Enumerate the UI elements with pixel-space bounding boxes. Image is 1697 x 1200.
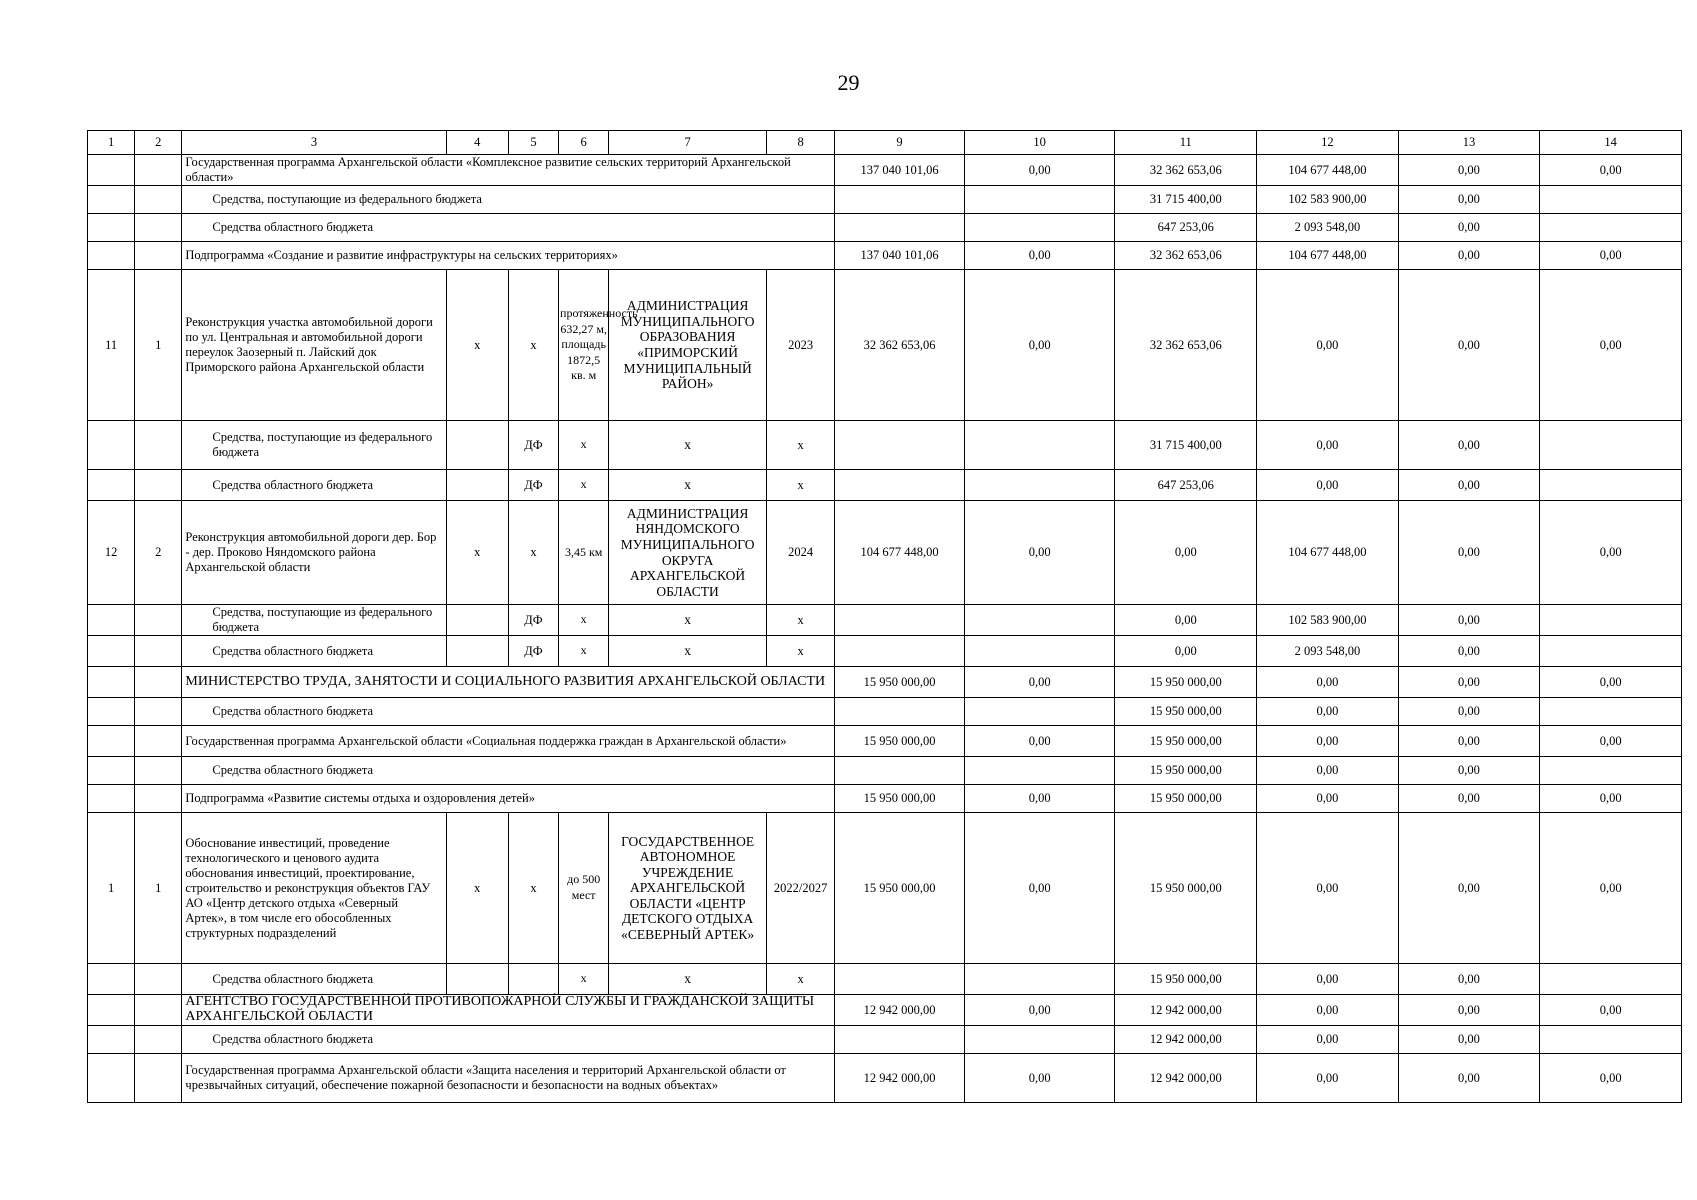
responsible-organization: АДМИНИСТРАЦИЯ НЯНДОМСКОГО МУНИЦИПАЛЬНОГО ОКРУГА АРХАНГЕЛЬСКОЙ ОБЛАСТИ — [609, 501, 767, 605]
header-cell-9: 9 — [835, 131, 965, 155]
value-col-14 — [1540, 698, 1682, 726]
item-number — [135, 214, 182, 242]
value-col-12: 0,00 — [1257, 470, 1399, 501]
responsible-organization: х — [609, 964, 767, 995]
value-col-12: 0,00 — [1257, 421, 1399, 470]
year: х — [766, 964, 834, 995]
header-cell-6: 6 — [559, 131, 609, 155]
row-number — [88, 964, 135, 995]
total-value: 12 942 000,00 — [835, 1054, 965, 1103]
value-col-11: 32 362 653,06 — [1115, 155, 1257, 186]
value-col-11: 0,00 — [1115, 501, 1257, 605]
capacity: протяженность 632,27 м, площадь 1872,5 кв. м — [559, 270, 609, 421]
header-cell-4: 4 — [446, 131, 508, 155]
value-col-11: 15 950 000,00 — [1115, 667, 1257, 698]
value-col-13: 0,00 — [1398, 186, 1540, 214]
total-value: 15 950 000,00 — [835, 667, 965, 698]
row-description: Подпрограмма «Развитие системы отдыха и оздоровления детей» — [182, 785, 835, 813]
row-number — [88, 155, 135, 186]
row-number: 11 — [88, 270, 135, 421]
col-5: ДФ — [508, 470, 558, 501]
year: х — [766, 605, 834, 636]
value-col-12: 2 093 548,00 — [1257, 636, 1399, 667]
value-col-12: 0,00 — [1257, 698, 1399, 726]
total-value: 15 950 000,00 — [835, 726, 965, 757]
table-row — [88, 605, 1682, 636]
col-4 — [446, 421, 508, 470]
value-col-12: 0,00 — [1257, 1054, 1399, 1103]
value-col-13: 0,00 — [1398, 421, 1540, 470]
responsible-organization: х — [609, 470, 767, 501]
value-col-14 — [1540, 470, 1682, 501]
value-col-11: 647 253,06 — [1115, 214, 1257, 242]
table-row — [88, 186, 1682, 214]
row-description: Средства областного бюджета — [182, 214, 835, 242]
total-value: 137 040 101,06 — [835, 155, 965, 186]
header-cell-13: 13 — [1398, 131, 1540, 155]
row-number — [88, 757, 135, 785]
item-number — [135, 186, 182, 214]
value-col-14 — [1540, 421, 1682, 470]
value-col-10 — [964, 186, 1115, 214]
value-col-13: 0,00 — [1398, 1026, 1540, 1054]
value-col-10: 0,00 — [964, 1054, 1115, 1103]
value-col-11: 15 950 000,00 — [1115, 698, 1257, 726]
header-cell-3: 3 — [182, 131, 446, 155]
total-value — [835, 186, 965, 214]
header-cell-11: 11 — [1115, 131, 1257, 155]
value-col-14: 0,00 — [1540, 155, 1682, 186]
item-number — [135, 1054, 182, 1103]
col-4 — [446, 470, 508, 501]
capacity: х — [559, 605, 609, 636]
col-5 — [508, 964, 558, 995]
table-row — [88, 698, 1682, 726]
value-col-12: 102 583 900,00 — [1257, 186, 1399, 214]
value-col-12: 0,00 — [1257, 757, 1399, 785]
value-col-12: 0,00 — [1257, 1026, 1399, 1054]
value-col-10 — [964, 636, 1115, 667]
item-number — [135, 726, 182, 757]
header-cell-7: 7 — [609, 131, 767, 155]
value-col-13: 0,00 — [1398, 242, 1540, 270]
value-col-13: 0,00 — [1398, 667, 1540, 698]
year: х — [766, 421, 834, 470]
col-5: ДФ — [508, 636, 558, 667]
value-col-14: 0,00 — [1540, 785, 1682, 813]
header-cell-10: 10 — [964, 131, 1115, 155]
value-col-12: 2 093 548,00 — [1257, 214, 1399, 242]
value-col-10: 0,00 — [964, 785, 1115, 813]
value-col-13: 0,00 — [1398, 1054, 1540, 1103]
value-col-12: 0,00 — [1257, 667, 1399, 698]
header-cell-8: 8 — [766, 131, 834, 155]
row-number — [88, 995, 135, 1026]
row-description: МИНИСТЕРСТВО ТРУДА, ЗАНЯТОСТИ И СОЦИАЛЬНОГО РАЗВИТИЯ АРХАНГЕЛЬСКОЙ ОБЛАСТИ — [182, 667, 835, 698]
value-col-13: 0,00 — [1398, 698, 1540, 726]
col-5: х — [508, 501, 558, 605]
col-5: ДФ — [508, 605, 558, 636]
table-row — [88, 270, 1682, 421]
value-col-13: 0,00 — [1398, 636, 1540, 667]
value-col-14: 0,00 — [1540, 995, 1682, 1026]
value-col-10: 0,00 — [964, 270, 1115, 421]
row-description: Реконструкция участка автомобильной дороги по ул. Центральная и автомобильной дороги переулок Заозерный п. Лайский док Приморского района Архангельской области — [182, 270, 446, 421]
row-description: Средства областного бюджета — [182, 757, 835, 785]
item-number — [135, 698, 182, 726]
row-description: Средства областного бюджета — [182, 964, 446, 995]
row-description: Обоснование инвестиций, проведение технологического и ценового аудита обоснования инвестиций, проектирование, строительство и реконструкция объектов ГАУ АО «Центр детского отдыха «Северный Артек», в том числе его обособленных структурных подразделений — [182, 813, 446, 964]
col-5: х — [508, 813, 558, 964]
row-description: Средства областного бюджета — [182, 698, 835, 726]
capacity: 3,45 км — [559, 501, 609, 605]
value-col-10: 0,00 — [964, 813, 1115, 964]
item-number — [135, 605, 182, 636]
value-col-14: 0,00 — [1540, 667, 1682, 698]
value-col-13: 0,00 — [1398, 155, 1540, 186]
value-col-14 — [1540, 964, 1682, 995]
value-col-14 — [1540, 757, 1682, 785]
row-description: Средства, поступающие из федерального бюджета — [182, 186, 835, 214]
table-row — [88, 636, 1682, 667]
value-col-14: 0,00 — [1540, 1054, 1682, 1103]
value-col-10 — [964, 470, 1115, 501]
year: 2024 — [766, 501, 834, 605]
page-number: 29 — [837, 70, 860, 95]
col-5: ДФ — [508, 421, 558, 470]
value-col-14: 0,00 — [1540, 270, 1682, 421]
year: х — [766, 470, 834, 501]
budget-table — [87, 130, 1682, 1103]
value-col-10: 0,00 — [964, 667, 1115, 698]
total-value — [835, 636, 965, 667]
value-col-11: 15 950 000,00 — [1115, 726, 1257, 757]
item-number — [135, 636, 182, 667]
table-row — [88, 470, 1682, 501]
value-col-12: 0,00 — [1257, 785, 1399, 813]
total-value: 15 950 000,00 — [835, 813, 965, 964]
value-col-10: 0,00 — [964, 501, 1115, 605]
value-col-10 — [964, 605, 1115, 636]
value-col-14: 0,00 — [1540, 813, 1682, 964]
value-col-11: 15 950 000,00 — [1115, 813, 1257, 964]
value-col-12: 0,00 — [1257, 726, 1399, 757]
table-row — [88, 421, 1682, 470]
value-col-13: 0,00 — [1398, 813, 1540, 964]
value-col-10 — [964, 698, 1115, 726]
row-number — [88, 214, 135, 242]
table-row — [88, 242, 1682, 270]
total-value — [835, 605, 965, 636]
item-number — [135, 421, 182, 470]
value-col-10 — [964, 964, 1115, 995]
value-col-11: 31 715 400,00 — [1115, 421, 1257, 470]
row-description: Средства областного бюджета — [182, 470, 446, 501]
row-description: Подпрограмма «Создание и развитие инфраструктуры на сельских территориях» — [182, 242, 835, 270]
value-col-10: 0,00 — [964, 242, 1115, 270]
row-description: Государственная программа Архангельской области «Комплексное развитие сельских территорий Архангельской области» — [182, 155, 835, 186]
row-number — [88, 605, 135, 636]
value-col-10 — [964, 421, 1115, 470]
value-col-13: 0,00 — [1398, 964, 1540, 995]
item-number: 1 — [135, 813, 182, 964]
value-col-10 — [964, 1026, 1115, 1054]
row-description: Государственная программа Архангельской области «Социальная поддержка граждан в Архангельской области» — [182, 726, 835, 757]
row-number — [88, 470, 135, 501]
table-row — [88, 964, 1682, 995]
responsible-organization: ГОСУДАРСТВЕННОЕ АВТОНОМНОЕ УЧРЕЖДЕНИЕ АРХАНГЕЛЬСКОЙ ОБЛАСТИ «ЦЕНТР ДЕТСКОГО ОТДЫХА «СЕВЕРНЫЙ АРТЕК» — [609, 813, 767, 964]
value-col-11: 15 950 000,00 — [1115, 757, 1257, 785]
value-col-12: 102 583 900,00 — [1257, 605, 1399, 636]
value-col-13: 0,00 — [1398, 995, 1540, 1026]
table-row — [88, 995, 1682, 1026]
row-description: Реконструкция автомобильной дороги дер. Бор - дер. Проково Няндомского района Архангельской области — [182, 501, 446, 605]
value-col-11: 15 950 000,00 — [1115, 964, 1257, 995]
value-col-14: 0,00 — [1540, 726, 1682, 757]
col-4: х — [446, 501, 508, 605]
responsible-organization: х — [609, 421, 767, 470]
row-number — [88, 636, 135, 667]
value-col-13: 0,00 — [1398, 501, 1540, 605]
row-description: Государственная программа Архангельской области «Защита населения и территорий Архангельской области от чрезвычайных ситуаций, обеспечение пожарной безопасности и безопасности на водных объектах» — [182, 1054, 835, 1103]
col-4: х — [446, 270, 508, 421]
value-col-11: 647 253,06 — [1115, 470, 1257, 501]
total-value: 137 040 101,06 — [835, 242, 965, 270]
table-row — [88, 1054, 1682, 1103]
table-row — [88, 813, 1682, 964]
value-col-11: 12 942 000,00 — [1115, 1054, 1257, 1103]
total-value: 15 950 000,00 — [835, 785, 965, 813]
table-row — [88, 757, 1682, 785]
item-number: 2 — [135, 501, 182, 605]
row-number — [88, 785, 135, 813]
row-number — [88, 698, 135, 726]
total-value — [835, 964, 965, 995]
responsible-organization: х — [609, 605, 767, 636]
table-row — [88, 726, 1682, 757]
value-col-11: 32 362 653,06 — [1115, 242, 1257, 270]
capacity: х — [559, 470, 609, 501]
col-5: х — [508, 270, 558, 421]
value-col-14 — [1540, 636, 1682, 667]
total-value — [835, 214, 965, 242]
value-col-13: 0,00 — [1398, 605, 1540, 636]
value-col-13: 0,00 — [1398, 470, 1540, 501]
total-value — [835, 421, 965, 470]
table-row — [88, 501, 1682, 605]
item-number — [135, 470, 182, 501]
table-row — [88, 214, 1682, 242]
total-value — [835, 698, 965, 726]
value-col-12: 104 677 448,00 — [1257, 242, 1399, 270]
value-col-13: 0,00 — [1398, 270, 1540, 421]
row-description: АГЕНТСТВО ГОСУДАРСТВЕННОЙ ПРОТИВОПОЖАРНОЙ СЛУЖБЫ И ГРАЖДАНСКОЙ ЗАЩИТЫ АРХАНГЕЛЬСКОЙ ОБЛАСТИ — [182, 995, 835, 1026]
row-number — [88, 242, 135, 270]
header-row — [88, 131, 1682, 155]
value-col-13: 0,00 — [1398, 757, 1540, 785]
value-col-10 — [964, 757, 1115, 785]
total-value — [835, 757, 965, 785]
total-value — [835, 1026, 965, 1054]
value-col-11: 31 715 400,00 — [1115, 186, 1257, 214]
item-number: 1 — [135, 270, 182, 421]
item-number — [135, 757, 182, 785]
value-col-14 — [1540, 186, 1682, 214]
col-4: х — [446, 813, 508, 964]
item-number — [135, 242, 182, 270]
value-col-12: 0,00 — [1257, 995, 1399, 1026]
value-col-13: 0,00 — [1398, 785, 1540, 813]
value-col-14: 0,00 — [1540, 242, 1682, 270]
value-col-10: 0,00 — [964, 995, 1115, 1026]
row-description: Средства, поступающие из федерального бюджета — [182, 605, 446, 636]
value-col-12: 104 677 448,00 — [1257, 155, 1399, 186]
table-row — [88, 667, 1682, 698]
table-row — [88, 155, 1682, 186]
value-col-11: 15 950 000,00 — [1115, 785, 1257, 813]
responsible-organization: х — [609, 636, 767, 667]
item-number — [135, 667, 182, 698]
year: 2022/2027 — [766, 813, 834, 964]
item-number — [135, 964, 182, 995]
item-number — [135, 995, 182, 1026]
value-col-11: 32 362 653,06 — [1115, 270, 1257, 421]
table-row — [88, 785, 1682, 813]
table-row — [88, 1026, 1682, 1054]
value-col-12: 104 677 448,00 — [1257, 501, 1399, 605]
item-number — [135, 785, 182, 813]
total-value — [835, 470, 965, 501]
row-number: 1 — [88, 813, 135, 964]
value-col-14 — [1540, 1026, 1682, 1054]
capacity: х — [559, 964, 609, 995]
value-col-11: 0,00 — [1115, 605, 1257, 636]
value-col-11: 0,00 — [1115, 636, 1257, 667]
total-value: 32 362 653,06 — [835, 270, 965, 421]
value-col-14: 0,00 — [1540, 501, 1682, 605]
year: х — [766, 636, 834, 667]
row-description: Средства областного бюджета — [182, 636, 446, 667]
total-value: 104 677 448,00 — [835, 501, 965, 605]
value-col-11: 12 942 000,00 — [1115, 1026, 1257, 1054]
value-col-10: 0,00 — [964, 726, 1115, 757]
header-cell-5: 5 — [508, 131, 558, 155]
value-col-12: 0,00 — [1257, 964, 1399, 995]
row-number — [88, 726, 135, 757]
header-cell-14: 14 — [1540, 131, 1682, 155]
row-number: 12 — [88, 501, 135, 605]
header-cell-2: 2 — [135, 131, 182, 155]
total-value: 12 942 000,00 — [835, 995, 965, 1026]
value-col-12: 0,00 — [1257, 270, 1399, 421]
row-number — [88, 1026, 135, 1054]
row-description: Средства, поступающие из федерального бюджета — [182, 421, 446, 470]
header-cell-12: 12 — [1257, 131, 1399, 155]
col-4 — [446, 964, 508, 995]
item-number — [135, 155, 182, 186]
year: 2023 — [766, 270, 834, 421]
value-col-11: 12 942 000,00 — [1115, 995, 1257, 1026]
value-col-14 — [1540, 214, 1682, 242]
header-cell-1: 1 — [88, 131, 135, 155]
row-number — [88, 186, 135, 214]
col-4 — [446, 605, 508, 636]
value-col-10 — [964, 214, 1115, 242]
value-col-13: 0,00 — [1398, 726, 1540, 757]
col-4 — [446, 636, 508, 667]
row-number — [88, 1054, 135, 1103]
value-col-10: 0,00 — [964, 155, 1115, 186]
row-number — [88, 667, 135, 698]
responsible-organization: АДМИНИСТРАЦИЯ МУНИЦИПАЛЬНОГО ОБРАЗОВАНИЯ «ПРИМОРСКИЙ МУНИЦИПАЛЬНЫЙ РАЙОН» — [609, 270, 767, 421]
capacity: х — [559, 421, 609, 470]
value-col-13: 0,00 — [1398, 214, 1540, 242]
capacity: х — [559, 636, 609, 667]
row-number — [88, 421, 135, 470]
item-number — [135, 1026, 182, 1054]
value-col-14 — [1540, 605, 1682, 636]
capacity: до 500 мест — [559, 813, 609, 964]
row-description: Средства областного бюджета — [182, 1026, 835, 1054]
value-col-12: 0,00 — [1257, 813, 1399, 964]
